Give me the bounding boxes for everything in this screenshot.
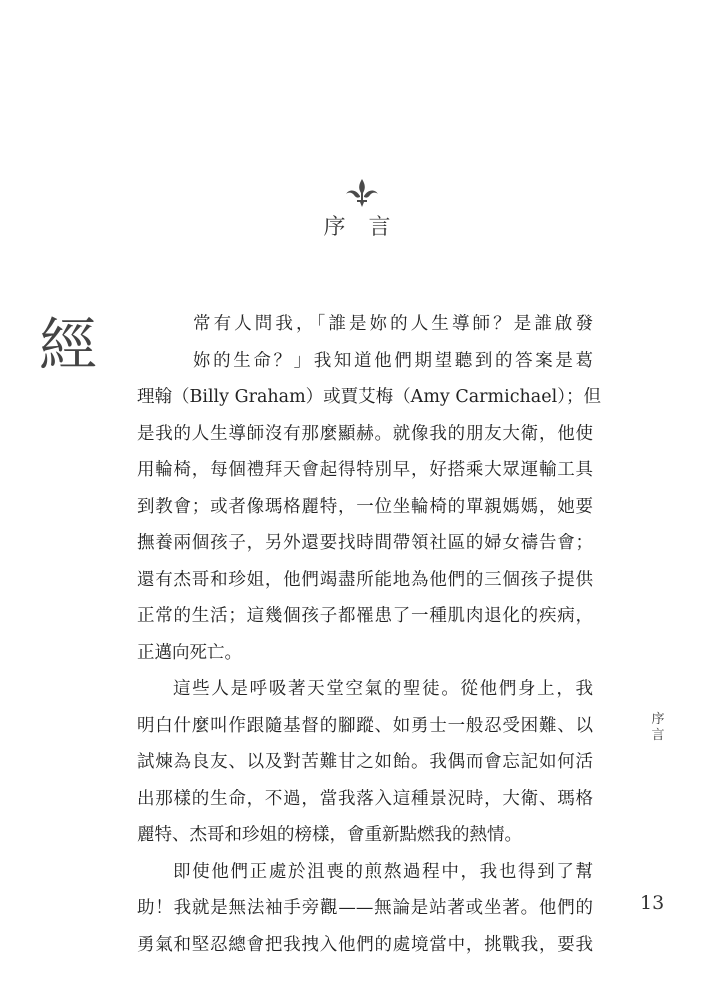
drop-cap: 經 (39, 311, 98, 379)
chapter-title: 序 言 (323, 215, 399, 240)
text-line: 助！我就是無法袖手旁觀——無論是站著或坐著。他們的 (137, 898, 593, 918)
text-line: 明白什麼叫作跟隨基督的腳蹤、如勇士一般忍受困難、以 (137, 715, 593, 736)
fleur-de-lis-icon (344, 178, 380, 208)
text-line: 到教會；或者像瑪格麗特，一位坐輪椅的單親媽媽，她要 (137, 496, 593, 517)
fleur-de-lis-graphic (344, 178, 380, 208)
chapter-side-tab (646, 712, 670, 744)
text-line: 用輪椅，每個禮拜天會起得特別早，好搭乘大眾運輸工具 (137, 460, 593, 480)
text-line: 正常的生活；這幾個孩子都罹患了一種肌肉退化的疾病， (137, 606, 593, 626)
text-line: 是我的人生導師沒有那麼顯赫。就像我的朋友大衛，他使 (137, 423, 593, 444)
text-line: 出那樣的生命，不過，當我落入這種景況時，大衛、瑪格 (137, 788, 593, 809)
page-number: 13 (640, 892, 665, 914)
text-line: 撫養兩個孩子，另外還要找時間帶領社區的婦女禱告會； (137, 533, 593, 553)
text-line: 勇氣和堅忍總會把我拽入他們的處境當中，挑戰我，要我 (137, 934, 593, 955)
text-line: 這些人是呼吸著天堂空氣的聖徒。從他們身上，我 (173, 679, 593, 699)
text-line: 理翰（Billy Graham）或賈艾梅（Amy Carmichael）；但 (137, 387, 601, 407)
text-line: 妳的生命？」我知道他們期望聽到的答案是葛 (193, 350, 593, 371)
text-line: 還有杰哥和珍姐，他們竭盡所能地為他們的三個孩子提供 (137, 569, 593, 590)
text-line: 常有人問我，「誰是妳的人生導師？是誰啟發 (193, 314, 593, 334)
text-line: 試煉為良友、以及對苦難甘之如飴。我偶而會忘記如何活 (137, 752, 593, 772)
side-tab-char: 言 (651, 728, 665, 743)
text-line: 正邁向死亡。 (137, 642, 242, 663)
body-text (137, 306, 601, 963)
text-line: 即使他們正處於沮喪的煎熬過程中，我也得到了幫 (173, 861, 593, 882)
text-line: 麗特、杰哥和珍姐的榜樣，會重新點燃我的熱情。 (137, 825, 522, 845)
side-tab-char: 序 (651, 712, 665, 727)
